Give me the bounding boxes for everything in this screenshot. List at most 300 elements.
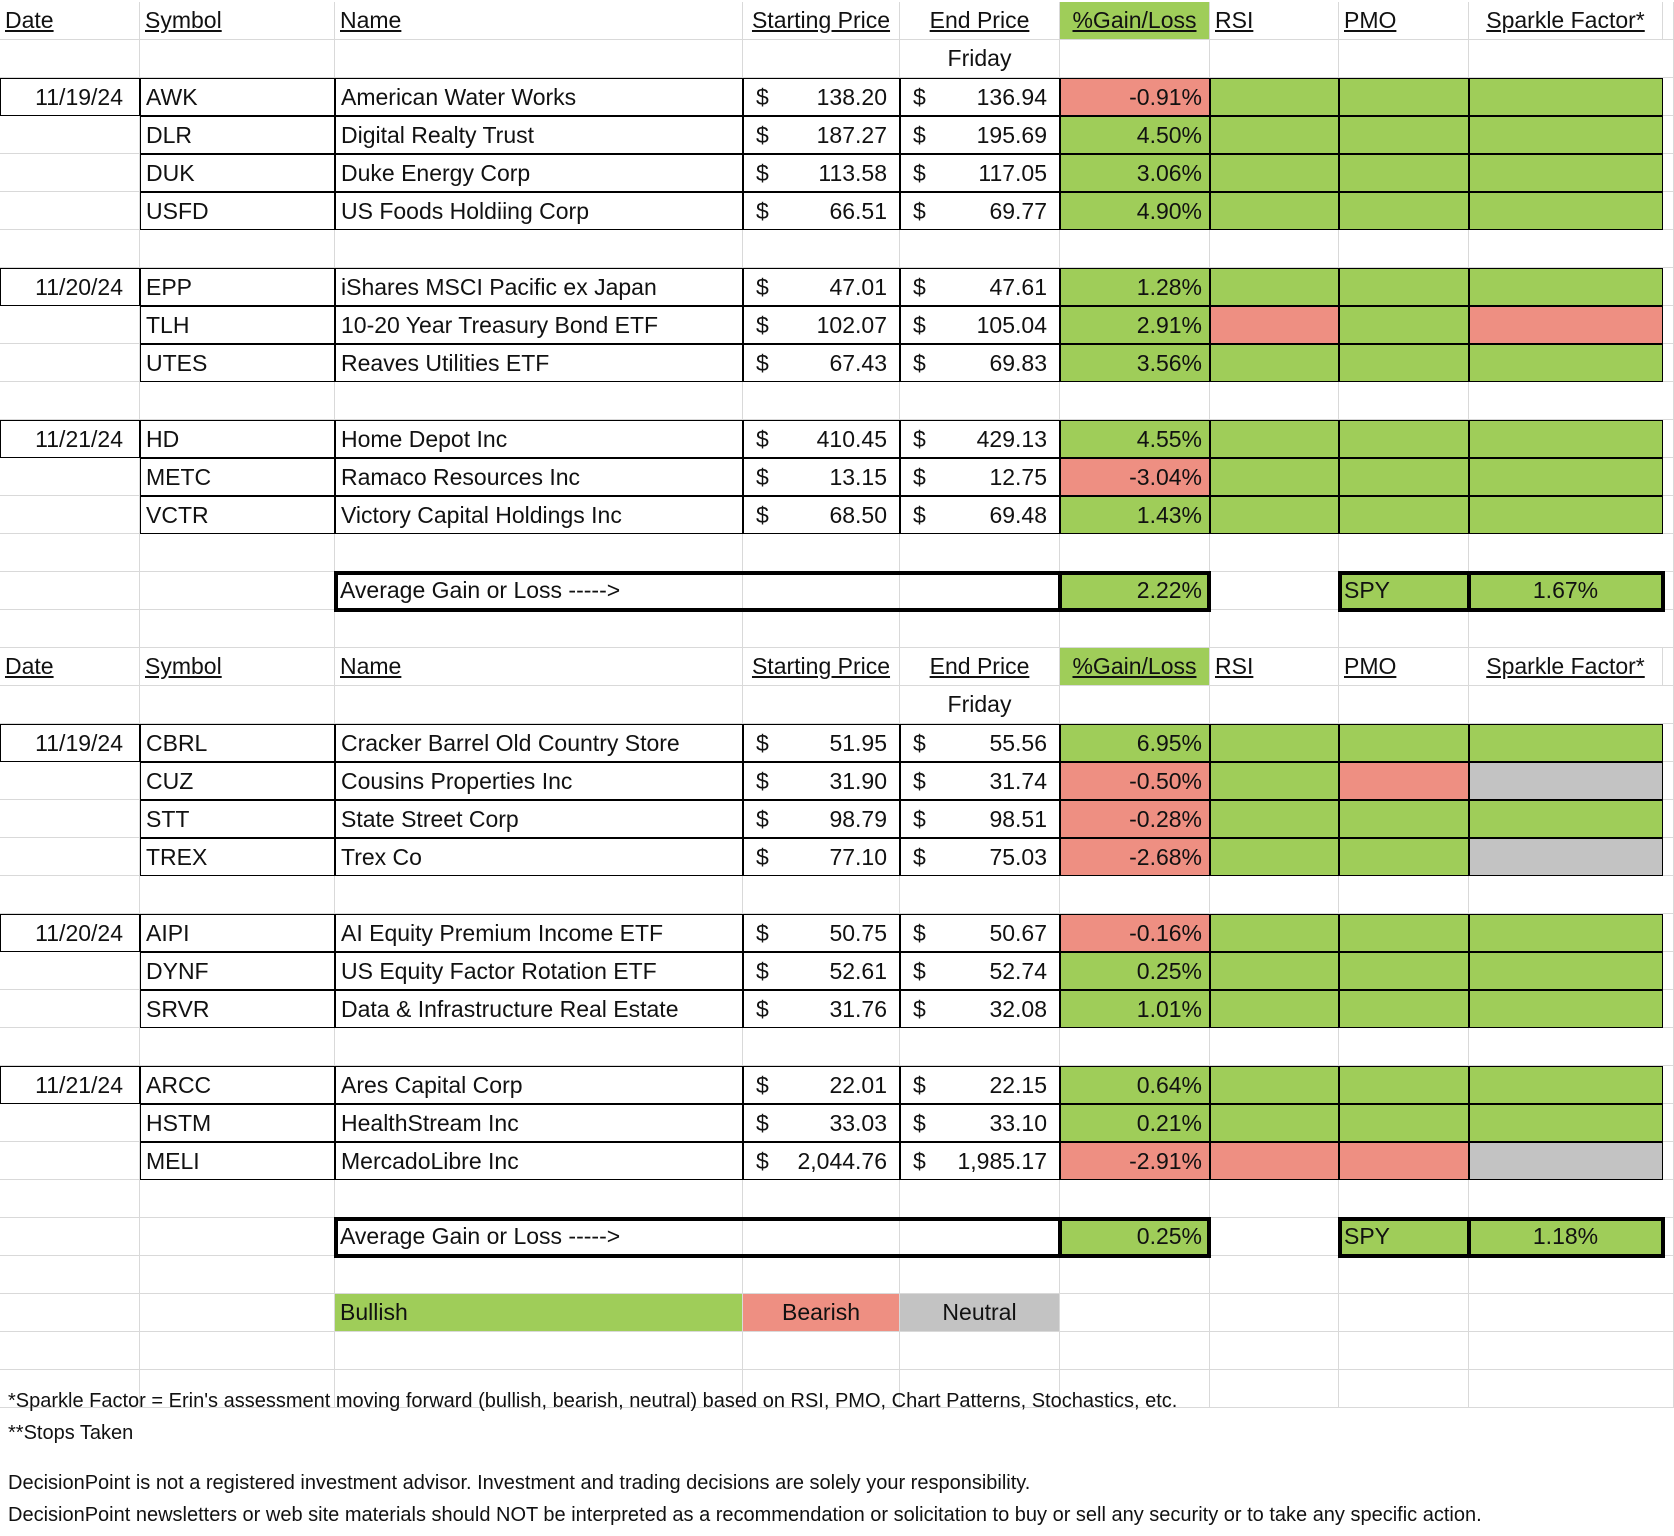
empty-cell xyxy=(0,1180,140,1218)
starting-price-cell[interactable] xyxy=(743,344,900,382)
end-price-value: 55.56 xyxy=(989,729,1047,756)
starting-price-value: 51.95 xyxy=(829,729,887,756)
date-cell-blank[interactable] xyxy=(0,1104,140,1142)
pmo-status-cell[interactable] xyxy=(1339,1066,1469,1104)
symbol-cell[interactable]: TREX xyxy=(140,838,335,876)
date-cell-blank[interactable] xyxy=(0,800,140,838)
empty-cell xyxy=(140,534,335,572)
symbol-cell[interactable]: DLR xyxy=(140,116,335,154)
empty-cell xyxy=(1469,1294,1674,1332)
empty-cell xyxy=(743,382,900,420)
pmo-status-cell[interactable] xyxy=(1339,838,1469,876)
header-pmo[interactable]: PMO xyxy=(1339,648,1469,686)
rsi-status-cell[interactable] xyxy=(1210,268,1339,306)
header-name[interactable]: Name xyxy=(335,2,743,40)
name-cell[interactable]: American Water Works xyxy=(335,78,743,116)
currency-symbol: $ xyxy=(756,1071,769,1098)
spy-label[interactable]: SPY xyxy=(1339,1218,1469,1256)
empty-cell xyxy=(1060,1332,1210,1370)
empty-cell xyxy=(335,1028,743,1066)
rsi-status-cell[interactable] xyxy=(1210,800,1339,838)
name-cell[interactable]: Duke Energy Corp xyxy=(335,154,743,192)
date-cell-blank[interactable] xyxy=(0,1142,140,1180)
starting-price-cell[interactable] xyxy=(743,116,900,154)
starting-price-cell[interactable] xyxy=(743,1104,900,1142)
symbol-cell[interactable]: AWK xyxy=(140,78,335,116)
pmo-status-cell[interactable] xyxy=(1339,154,1469,192)
end-price-value: 22.15 xyxy=(989,1071,1047,1098)
empty-cell xyxy=(1210,40,1339,78)
name-cell[interactable]: Cousins Properties Inc xyxy=(335,762,743,800)
end-price-cell[interactable] xyxy=(900,192,1060,230)
rsi-status-cell[interactable] xyxy=(1210,344,1339,382)
pmo-status-cell[interactable] xyxy=(1339,990,1469,1028)
currency-symbol: $ xyxy=(913,767,926,794)
end-price-value: 69.77 xyxy=(989,197,1047,224)
currency-symbol: $ xyxy=(756,995,769,1022)
currency-symbol: $ xyxy=(913,273,926,300)
end-price-cell[interactable] xyxy=(900,990,1060,1028)
symbol-cell[interactable]: AIPI xyxy=(140,914,335,952)
pmo-status-cell[interactable] xyxy=(1339,800,1469,838)
empty-cell xyxy=(1210,1294,1339,1332)
name-cell[interactable]: State Street Corp xyxy=(335,800,743,838)
pmo-status-cell[interactable] xyxy=(1339,192,1469,230)
name-cell[interactable]: AI Equity Premium Income ETF xyxy=(335,914,743,952)
currency-symbol: $ xyxy=(756,463,769,490)
date-cell-blank[interactable] xyxy=(0,306,140,344)
end-price-cell[interactable] xyxy=(900,116,1060,154)
spy-label[interactable]: SPY xyxy=(1339,572,1469,610)
date-cell-blank[interactable] xyxy=(0,192,140,230)
sparkle-status-cell[interactable] xyxy=(1469,192,1663,230)
empty-cell xyxy=(140,610,335,648)
empty-cell xyxy=(140,686,335,724)
sparkle-status-cell[interactable] xyxy=(1469,154,1663,192)
name-cell[interactable]: Ramaco Resources Inc xyxy=(335,458,743,496)
symbol-cell[interactable]: CUZ xyxy=(140,762,335,800)
starting-price-cell[interactable] xyxy=(743,724,900,762)
date-cell[interactable]: 11/19/24 xyxy=(0,724,140,762)
empty-cell xyxy=(1060,876,1210,914)
sparkle-status-cell[interactable] xyxy=(1469,306,1663,344)
header-end-subtitle[interactable]: Friday xyxy=(900,686,1060,724)
header-end-subtitle[interactable]: Friday xyxy=(900,40,1060,78)
sparkle-status-cell[interactable] xyxy=(1469,800,1663,838)
name-cell[interactable]: Digital Realty Trust xyxy=(335,116,743,154)
sparkle-status-cell[interactable] xyxy=(1469,420,1663,458)
empty-cell xyxy=(1339,534,1469,572)
empty-cell xyxy=(1210,1256,1339,1294)
empty-cell xyxy=(900,1028,1060,1066)
pmo-status-cell[interactable] xyxy=(1339,914,1469,952)
gain-loss-cell[interactable]: -2.68% xyxy=(1060,838,1210,876)
currency-symbol: $ xyxy=(756,843,769,870)
symbol-cell[interactable]: SRVR xyxy=(140,990,335,1028)
gain-loss-cell[interactable]: 0.21% xyxy=(1060,1104,1210,1142)
sparkle-status-cell[interactable] xyxy=(1469,496,1663,534)
gain-loss-cell[interactable]: 3.06% xyxy=(1060,154,1210,192)
starting-price-cell[interactable] xyxy=(743,952,900,990)
sparkle-status-cell[interactable] xyxy=(1469,762,1663,800)
empty-cell xyxy=(743,1332,900,1370)
rsi-status-cell[interactable] xyxy=(1210,1066,1339,1104)
starting-price-cell[interactable] xyxy=(743,800,900,838)
pmo-status-cell[interactable] xyxy=(1339,1104,1469,1142)
date-cell-blank[interactable] xyxy=(0,496,140,534)
starting-price-value: 66.51 xyxy=(829,197,887,224)
gain-loss-cell[interactable]: 0.25% xyxy=(1060,952,1210,990)
sparkle-factor-note: *Sparkle Factor = Erin's assessment moving forward (bullish, bearish, neutral) based on RSI, PMO, Chart Patterns, Stochastics, etc. xyxy=(8,1390,1178,1412)
sparkle-status-cell[interactable] xyxy=(1469,344,1663,382)
end-price-cell[interactable] xyxy=(900,838,1060,876)
symbol-cell[interactable]: CBRL xyxy=(140,724,335,762)
sparkle-status-cell[interactable] xyxy=(1469,268,1663,306)
gain-loss-cell[interactable]: 4.55% xyxy=(1060,420,1210,458)
empty-cell xyxy=(1339,876,1469,914)
starting-price-cell[interactable] xyxy=(743,990,900,1028)
header-symbol[interactable]: Symbol xyxy=(140,2,335,40)
starting-price-cell[interactable] xyxy=(743,268,900,306)
header-end-price[interactable]: End Price xyxy=(900,2,1060,40)
empty-cell xyxy=(1060,1256,1210,1294)
empty-cell xyxy=(743,1180,900,1218)
stops-note: **Stops Taken xyxy=(8,1422,134,1444)
rsi-status-cell[interactable] xyxy=(1210,458,1339,496)
sparkle-status-cell[interactable] xyxy=(1469,78,1663,116)
header-sparkle-factor[interactable]: Sparkle Factor* xyxy=(1469,648,1663,686)
symbol-cell[interactable]: STT xyxy=(140,800,335,838)
rsi-status-cell[interactable] xyxy=(1210,78,1339,116)
empty-cell xyxy=(900,1256,1060,1294)
starting-price-cell[interactable] xyxy=(743,1142,900,1180)
symbol-cell[interactable]: USFD xyxy=(140,192,335,230)
rsi-status-cell[interactable] xyxy=(1210,914,1339,952)
pmo-status-cell[interactable] xyxy=(1339,952,1469,990)
currency-symbol: $ xyxy=(756,957,769,984)
end-price-cell[interactable] xyxy=(900,344,1060,382)
end-price-cell[interactable] xyxy=(900,724,1060,762)
starting-price-cell[interactable] xyxy=(743,78,900,116)
end-price-cell[interactable] xyxy=(900,458,1060,496)
rsi-status-cell[interactable] xyxy=(1210,306,1339,344)
symbol-cell[interactable]: TLH xyxy=(140,306,335,344)
date-cell[interactable]: 11/20/24 xyxy=(0,914,140,952)
rsi-status-cell[interactable] xyxy=(1210,192,1339,230)
sparkle-status-cell[interactable] xyxy=(1469,1142,1663,1180)
name-cell[interactable]: Data & Infrastructure Real Estate xyxy=(335,990,743,1028)
empty-cell xyxy=(0,572,140,610)
legend-bearish[interactable]: Bearish xyxy=(743,1294,900,1332)
end-price-cell[interactable] xyxy=(900,914,1060,952)
currency-symbol: $ xyxy=(913,159,926,186)
name-cell[interactable]: Victory Capital Holdings Inc xyxy=(335,496,743,534)
sparkle-status-cell[interactable] xyxy=(1469,1104,1663,1142)
name-cell[interactable]: HealthStream Inc xyxy=(335,1104,743,1142)
symbol-cell[interactable]: VCTR xyxy=(140,496,335,534)
gain-loss-cell[interactable]: 4.90% xyxy=(1060,192,1210,230)
empty-cell xyxy=(1210,1370,1339,1408)
empty-cell xyxy=(1060,686,1210,724)
empty-cell xyxy=(1469,534,1674,572)
rsi-status-cell[interactable] xyxy=(1210,724,1339,762)
pmo-status-cell[interactable] xyxy=(1339,344,1469,382)
gain-loss-cell[interactable]: -3.04% xyxy=(1060,458,1210,496)
empty-cell xyxy=(1469,1028,1674,1066)
sparkle-status-cell[interactable] xyxy=(1469,1066,1663,1104)
currency-symbol: $ xyxy=(913,311,926,338)
average-value[interactable]: 2.22% xyxy=(1060,572,1210,610)
header-date[interactable]: Date xyxy=(0,2,140,40)
disclaimer-line-1: DecisionPoint is not a registered investment advisor. Investment and trading decisions are solely your responsibility. xyxy=(8,1472,1031,1494)
starting-price-cell[interactable] xyxy=(743,1066,900,1104)
legend-neutral[interactable]: Neutral xyxy=(900,1294,1060,1332)
header-gain-loss[interactable]: %Gain/Loss xyxy=(1060,648,1210,686)
rsi-status-cell[interactable] xyxy=(1210,1142,1339,1180)
date-cell-blank[interactable] xyxy=(0,990,140,1028)
date-cell-blank[interactable] xyxy=(0,344,140,382)
rsi-status-cell[interactable] xyxy=(1210,496,1339,534)
empty-cell xyxy=(0,1218,140,1256)
rsi-status-cell[interactable] xyxy=(1210,838,1339,876)
header-rsi[interactable]: RSI xyxy=(1210,2,1339,40)
gain-loss-cell[interactable]: 1.01% xyxy=(1060,990,1210,1028)
end-price-cell[interactable] xyxy=(900,78,1060,116)
rsi-status-cell[interactable] xyxy=(1210,116,1339,154)
sparkle-status-cell[interactable] xyxy=(1469,990,1663,1028)
starting-price-value: 113.58 xyxy=(818,159,887,186)
sparkle-status-cell[interactable] xyxy=(1469,724,1663,762)
currency-symbol: $ xyxy=(913,83,926,110)
empty-cell xyxy=(1339,1370,1469,1408)
empty-cell xyxy=(743,1256,900,1294)
starting-price-cell[interactable] xyxy=(743,762,900,800)
pmo-status-cell[interactable] xyxy=(1339,458,1469,496)
rsi-status-cell[interactable] xyxy=(1210,952,1339,990)
symbol-cell[interactable]: HD xyxy=(140,420,335,458)
starting-price-cell[interactable] xyxy=(743,496,900,534)
name-cell[interactable]: Home Depot Inc xyxy=(335,420,743,458)
empty-cell xyxy=(1210,1028,1339,1066)
pmo-status-cell[interactable] xyxy=(1339,116,1469,154)
header-sparkle-factor[interactable]: Sparkle Factor* xyxy=(1469,2,1663,40)
date-cell-blank[interactable] xyxy=(0,458,140,496)
header-symbol[interactable]: Symbol xyxy=(140,648,335,686)
spy-value[interactable]: 1.67% xyxy=(1469,572,1663,610)
empty-cell xyxy=(743,1028,900,1066)
gain-loss-cell[interactable]: 4.50% xyxy=(1060,116,1210,154)
gain-loss-cell[interactable]: -0.28% xyxy=(1060,800,1210,838)
header-name[interactable]: Name xyxy=(335,648,743,686)
starting-price-cell[interactable] xyxy=(743,192,900,230)
starting-price-cell[interactable] xyxy=(743,838,900,876)
empty-cell xyxy=(743,686,900,724)
empty-cell xyxy=(743,230,900,268)
date-cell-blank[interactable] xyxy=(0,116,140,154)
end-price-value: 69.83 xyxy=(989,349,1047,376)
rsi-status-cell[interactable] xyxy=(1210,154,1339,192)
starting-price-cell[interactable] xyxy=(743,458,900,496)
header-rsi[interactable]: RSI xyxy=(1210,648,1339,686)
starting-price-cell[interactable] xyxy=(743,420,900,458)
end-price-cell[interactable] xyxy=(900,762,1060,800)
symbol-cell[interactable]: HSTM xyxy=(140,1104,335,1142)
empty-cell xyxy=(335,534,743,572)
currency-symbol: $ xyxy=(756,197,769,224)
sparkle-status-cell[interactable] xyxy=(1469,952,1663,990)
pmo-status-cell[interactable] xyxy=(1339,762,1469,800)
end-price-cell[interactable] xyxy=(900,1066,1060,1104)
empty-cell xyxy=(140,1294,335,1332)
end-price-cell[interactable] xyxy=(900,420,1060,458)
end-price-value: 69.48 xyxy=(989,501,1047,528)
header-date[interactable]: Date xyxy=(0,648,140,686)
symbol-cell[interactable]: METC xyxy=(140,458,335,496)
rsi-status-cell[interactable] xyxy=(1210,1104,1339,1142)
end-price-cell[interactable] xyxy=(900,268,1060,306)
rsi-status-cell[interactable] xyxy=(1210,762,1339,800)
end-price-cell[interactable] xyxy=(900,800,1060,838)
pmo-status-cell[interactable] xyxy=(1339,306,1469,344)
end-price-cell[interactable] xyxy=(900,496,1060,534)
symbol-cell[interactable]: DYNF xyxy=(140,952,335,990)
end-price-value: 12.75 xyxy=(989,463,1047,490)
header-starting-price[interactable]: Starting Price xyxy=(743,648,900,686)
currency-symbol: $ xyxy=(913,995,926,1022)
header-starting-price[interactable]: Starting Price xyxy=(743,2,900,40)
empty-cell xyxy=(335,876,743,914)
sparkle-status-cell[interactable] xyxy=(1469,116,1663,154)
date-cell[interactable]: 11/21/24 xyxy=(0,1066,140,1104)
end-price-value: 33.10 xyxy=(989,1109,1047,1136)
starting-price-cell[interactable] xyxy=(743,306,900,344)
date-cell-blank[interactable] xyxy=(0,154,140,192)
gain-loss-cell[interactable]: 2.91% xyxy=(1060,306,1210,344)
empty-cell xyxy=(743,534,900,572)
end-price-value: 429.13 xyxy=(976,425,1047,452)
date-cell-blank[interactable] xyxy=(0,838,140,876)
currency-symbol: $ xyxy=(913,805,926,832)
end-price-value: 117.05 xyxy=(978,159,1047,186)
rsi-status-cell[interactable] xyxy=(1210,990,1339,1028)
gain-loss-cell[interactable]: 0.64% xyxy=(1060,1066,1210,1104)
header-pmo[interactable]: PMO xyxy=(1339,2,1469,40)
sparkle-status-cell[interactable] xyxy=(1469,838,1663,876)
gain-loss-cell[interactable]: 1.43% xyxy=(1060,496,1210,534)
empty-cell xyxy=(335,610,743,648)
end-price-cell[interactable] xyxy=(900,154,1060,192)
starting-price-cell[interactable] xyxy=(743,154,900,192)
pmo-status-cell[interactable] xyxy=(1339,496,1469,534)
symbol-cell[interactable]: EPP xyxy=(140,268,335,306)
end-price-cell[interactable] xyxy=(900,952,1060,990)
name-cell[interactable]: MercadoLibre Inc xyxy=(335,1142,743,1180)
empty-cell xyxy=(1060,382,1210,420)
currency-symbol: $ xyxy=(756,273,769,300)
end-price-value: 136.94 xyxy=(976,83,1047,110)
end-price-cell[interactable] xyxy=(900,306,1060,344)
starting-price-value: 77.10 xyxy=(829,843,887,870)
name-cell[interactable]: Cracker Barrel Old Country Store xyxy=(335,724,743,762)
gain-loss-cell[interactable]: -2.91% xyxy=(1060,1142,1210,1180)
empty-cell xyxy=(335,230,743,268)
name-cell[interactable]: Trex Co xyxy=(335,838,743,876)
symbol-cell[interactable]: UTES xyxy=(140,344,335,382)
rsi-status-cell[interactable] xyxy=(1210,420,1339,458)
pmo-status-cell[interactable] xyxy=(1339,724,1469,762)
average-value[interactable]: 0.25% xyxy=(1060,1218,1210,1256)
name-cell[interactable]: 10-20 Year Treasury Bond ETF xyxy=(335,306,743,344)
empty-cell xyxy=(335,1256,743,1294)
header-gain-loss[interactable]: %Gain/Loss xyxy=(1060,2,1210,40)
sparkle-status-cell[interactable] xyxy=(1469,914,1663,952)
date-cell[interactable]: 11/19/24 xyxy=(0,78,140,116)
name-cell[interactable]: iShares MSCI Pacific ex Japan xyxy=(335,268,743,306)
gain-loss-cell[interactable]: 1.28% xyxy=(1060,268,1210,306)
pmo-status-cell[interactable] xyxy=(1339,78,1469,116)
symbol-cell[interactable]: ARCC xyxy=(140,1066,335,1104)
gain-loss-cell[interactable]: -0.50% xyxy=(1060,762,1210,800)
starting-price-value: 68.50 xyxy=(829,501,887,528)
currency-symbol: $ xyxy=(756,159,769,186)
pmo-status-cell[interactable] xyxy=(1339,1142,1469,1180)
header-end-price[interactable]: End Price xyxy=(900,648,1060,686)
name-cell[interactable]: Reaves Utilities ETF xyxy=(335,344,743,382)
name-cell[interactable]: Ares Capital Corp xyxy=(335,1066,743,1104)
empty-cell xyxy=(1339,686,1469,724)
symbol-cell[interactable]: MELI xyxy=(140,1142,335,1180)
date-cell-blank[interactable] xyxy=(0,762,140,800)
empty-cell xyxy=(1210,382,1339,420)
empty-cell xyxy=(0,610,140,648)
date-cell-blank[interactable] xyxy=(0,952,140,990)
currency-symbol: $ xyxy=(913,501,926,528)
end-price-cell[interactable] xyxy=(900,1104,1060,1142)
empty-cell xyxy=(1339,40,1469,78)
gain-loss-cell[interactable]: -0.16% xyxy=(1060,914,1210,952)
empty-cell xyxy=(1210,1180,1339,1218)
spy-value[interactable]: 1.18% xyxy=(1469,1218,1663,1256)
gain-loss-cell[interactable]: 3.56% xyxy=(1060,344,1210,382)
end-price-value: 47.61 xyxy=(989,273,1047,300)
empty-cell xyxy=(0,534,140,572)
name-cell[interactable]: US Equity Factor Rotation ETF xyxy=(335,952,743,990)
date-cell[interactable]: 11/20/24 xyxy=(0,268,140,306)
starting-price-cell[interactable] xyxy=(743,914,900,952)
end-price-value: 98.51 xyxy=(989,805,1047,832)
empty-cell xyxy=(1469,382,1674,420)
legend-bullish[interactable]: Bullish xyxy=(335,1294,743,1332)
empty-cell xyxy=(140,230,335,268)
symbol-cell[interactable]: DUK xyxy=(140,154,335,192)
empty-cell xyxy=(0,40,140,78)
average-label[interactable]: Average Gain or Loss -----> xyxy=(335,1218,1060,1256)
end-price-cell[interactable] xyxy=(900,1142,1060,1180)
currency-symbol: $ xyxy=(913,957,926,984)
gain-loss-cell[interactable]: 6.95% xyxy=(1060,724,1210,762)
sparkle-status-cell[interactable] xyxy=(1469,458,1663,496)
empty-cell xyxy=(140,1256,335,1294)
date-cell[interactable]: 11/21/24 xyxy=(0,420,140,458)
average-label[interactable]: Average Gain or Loss -----> xyxy=(335,572,1060,610)
currency-symbol: $ xyxy=(756,729,769,756)
gain-loss-cell[interactable]: -0.91% xyxy=(1060,78,1210,116)
pmo-status-cell[interactable] xyxy=(1339,268,1469,306)
name-cell[interactable]: US Foods Holdiing Corp xyxy=(335,192,743,230)
empty-cell xyxy=(1060,534,1210,572)
pmo-status-cell[interactable] xyxy=(1339,420,1469,458)
currency-symbol: $ xyxy=(756,83,769,110)
